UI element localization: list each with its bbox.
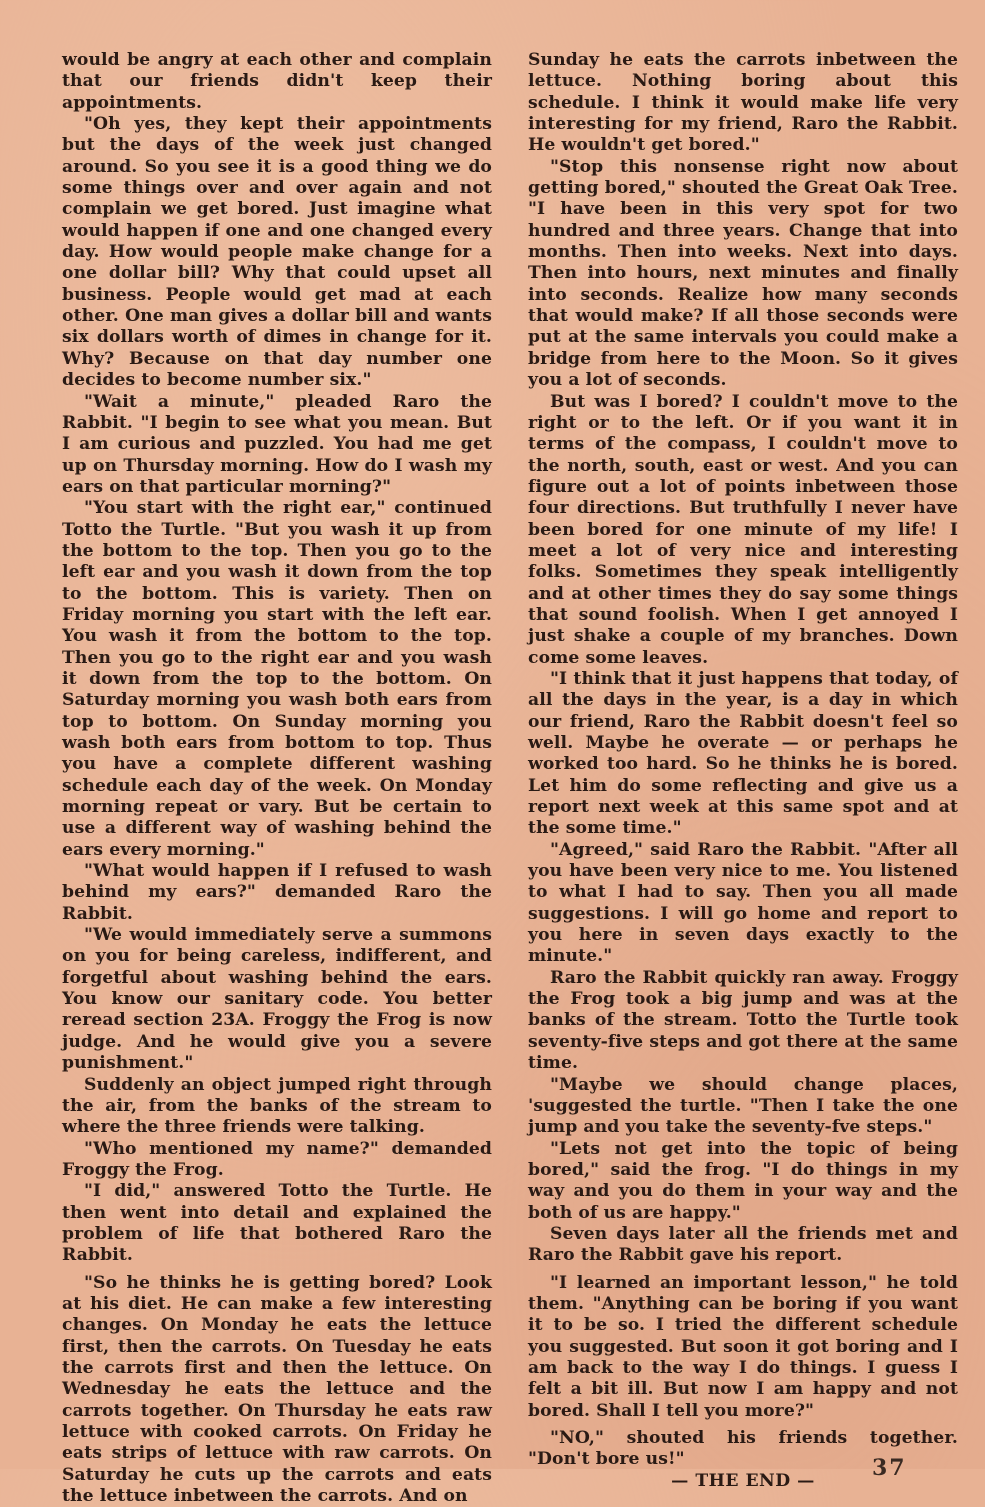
paragraph: "Oh yes, they kept their appointments but the days of the week just changed around. So you see it is a good thing we do some things over and over again and not complain we get bored. Just imagine what would happen if one and one changed every day. How would people make change for a one dollar bill? Why that could upset all business. People would get mad at each other. One man gives a dollar bill and wants six dollars worth of dimes in change for it. Why? Because on that day number one decides to become number six." — [62, 114, 492, 391]
paragraph: "I learned an important lesson," he told them. "Anything can be boring if you want it to be so. I tried the different schedule you suggested. But soon it got boring and I am back to the way I do things. I guess I felt a bit ill. But now I am happy and not bored. Shall I tell you more?" — [528, 1272, 958, 1421]
paragraph: "Wait a minute," pleaded Raro the Rabbit. "I begin to see what you mean. But I am curious and puzzled. You had me get up on Thursday morning. How do I wash my ears on that particular morning?" — [62, 391, 492, 497]
paragraph: "Agreed," said Raro the Rabbit. "After all you have been very nice to me. You listened to what I had to say. Then you all made suggestions. I will go home and report to you here in seven days exactly to the minute." — [528, 839, 958, 967]
paragraph: But was I bored? I couldn't move to the right or to the left. Or if you want it in terms of the compass, I couldn't move to the north, south, east or west. And you can figure out a lot of points inbetween those four directions. But truthfully I never have been bored for one minute of my life! I meet a lot of very nice and interesting folks. Sometimes they speak intelligently and at other times they do say some things that sound foolish. When I get annoyed I just shake a couple of my branches. Down come some leaves. — [528, 391, 958, 668]
paragraph: "We would immediately serve a summons on you for being careless, indifferent, and forgetful about washing behind the ears. You know our sanitary code. You better reread section 23A. Froggy the Frog is now judge. And he would give you a severe punishment." — [62, 925, 492, 1074]
paragraph: "NO," shouted his friends together. "Don't bore us!" — [528, 1428, 958, 1470]
the-end-label: — THE END — — [671, 1470, 815, 1491]
paragraph: Seven days later all the friends met and Raro the Rabbit gave his report. — [528, 1223, 958, 1266]
paragraph: would be angry at each other and complain that our friends didn't keep their appointments. — [62, 50, 492, 113]
right-column — [528, 50, 958, 1492]
paragraph: "Stop this nonsense right now about getting bored," shouted the Great Oak Tree. "I have been in this very spot for two hundred and three years. Change that into months. Then into weeks. Next into days. Then into hours, next minutes and finally into seconds. Realize how many seconds that would make? If all those seconds were put at the same intervals you could make a bridge from here to the Moon. So it gives you a lot of seconds. — [528, 156, 958, 391]
paragraph: "I did," answered Totto the Turtle. He then went into detail and explained the problem of life that bothered Raro the Rabbit. — [62, 1181, 492, 1266]
left-column — [62, 50, 492, 1507]
paragraph: Suddenly an object jumped right through the air, from the banks of the stream to where the three friends were talking. — [62, 1074, 492, 1138]
page-number: 37 — [872, 1455, 907, 1481]
paragraph: "What would happen if I refused to wash behind my ears?" demanded Raro the Rabbit. — [62, 861, 492, 924]
paragraph: Raro the Rabbit quickly ran away. Froggy the Frog took a big jump and was at the banks of the stream. Totto the Turtle took seventy-five steps and got there at the same time. — [528, 967, 958, 1074]
paragraph: "So he thinks he is getting bored? Look at his diet. He can make a few interesting changes. On Monday he eats the lettuce first, then the carrots. On Tuesday he eats the carrots first and then the lettuce. On Wednesday he eats the lettuce and the carrots together. On Thursday he eats raw lettuce with cooked carrots. On Friday he eats strips of lettuce with raw carrots. On Saturday he cuts up the carrots and eats the lettuce inbetween the carrots. And on — [62, 1272, 492, 1507]
paragraph: "I think that it just happens that today, of all the days in the year, is a day in which our friend, Raro the Rabbit doesn't feel so well. Maybe he overate — or perhaps he worked too hard. So he thinks he is bored. Let him do some reflecting and give us a report next week at this same spot and at the some time." — [528, 668, 958, 839]
paragraph: Sunday he eats the carrots inbetween the lettuce. Nothing boring about this schedule. I think it would make life very interesting for my friend, Raro the Rabbit. He wouldn't get bored." — [528, 50, 958, 156]
paragraph: "Who mentioned my name?" demanded Froggy the Frog. — [62, 1138, 492, 1180]
paragraph: "Maybe we should change places, 'suggested the turtle. "Then I take the one jump and you take the seventy-fve steps." — [528, 1074, 958, 1138]
paragraph: "Lets not get into the topic of being bored," said the frog. "I do things in my way and you do them in your way and the both of us are happy." — [528, 1138, 958, 1223]
paragraph: "You start with the right ear," continued Totto the Turtle. "But you wash it up from the bottom to the top. Then you go to the left ear and you wash it down from the top to the bottom. This is variety. Then on Friday morning you start with the left ear. You wash it from the bottom to the top. Then you go to the right ear and you wash it down from the top to the bottom. On Saturday morning you wash both ears from top to bottom. On Sunday morning you wash both ears from bottom to top. Thus you have a complete different washing schedule each day of the week. On Monday morning repeat or vary. But be certain to use a different way of washing behind the ears every morning." — [62, 498, 492, 860]
